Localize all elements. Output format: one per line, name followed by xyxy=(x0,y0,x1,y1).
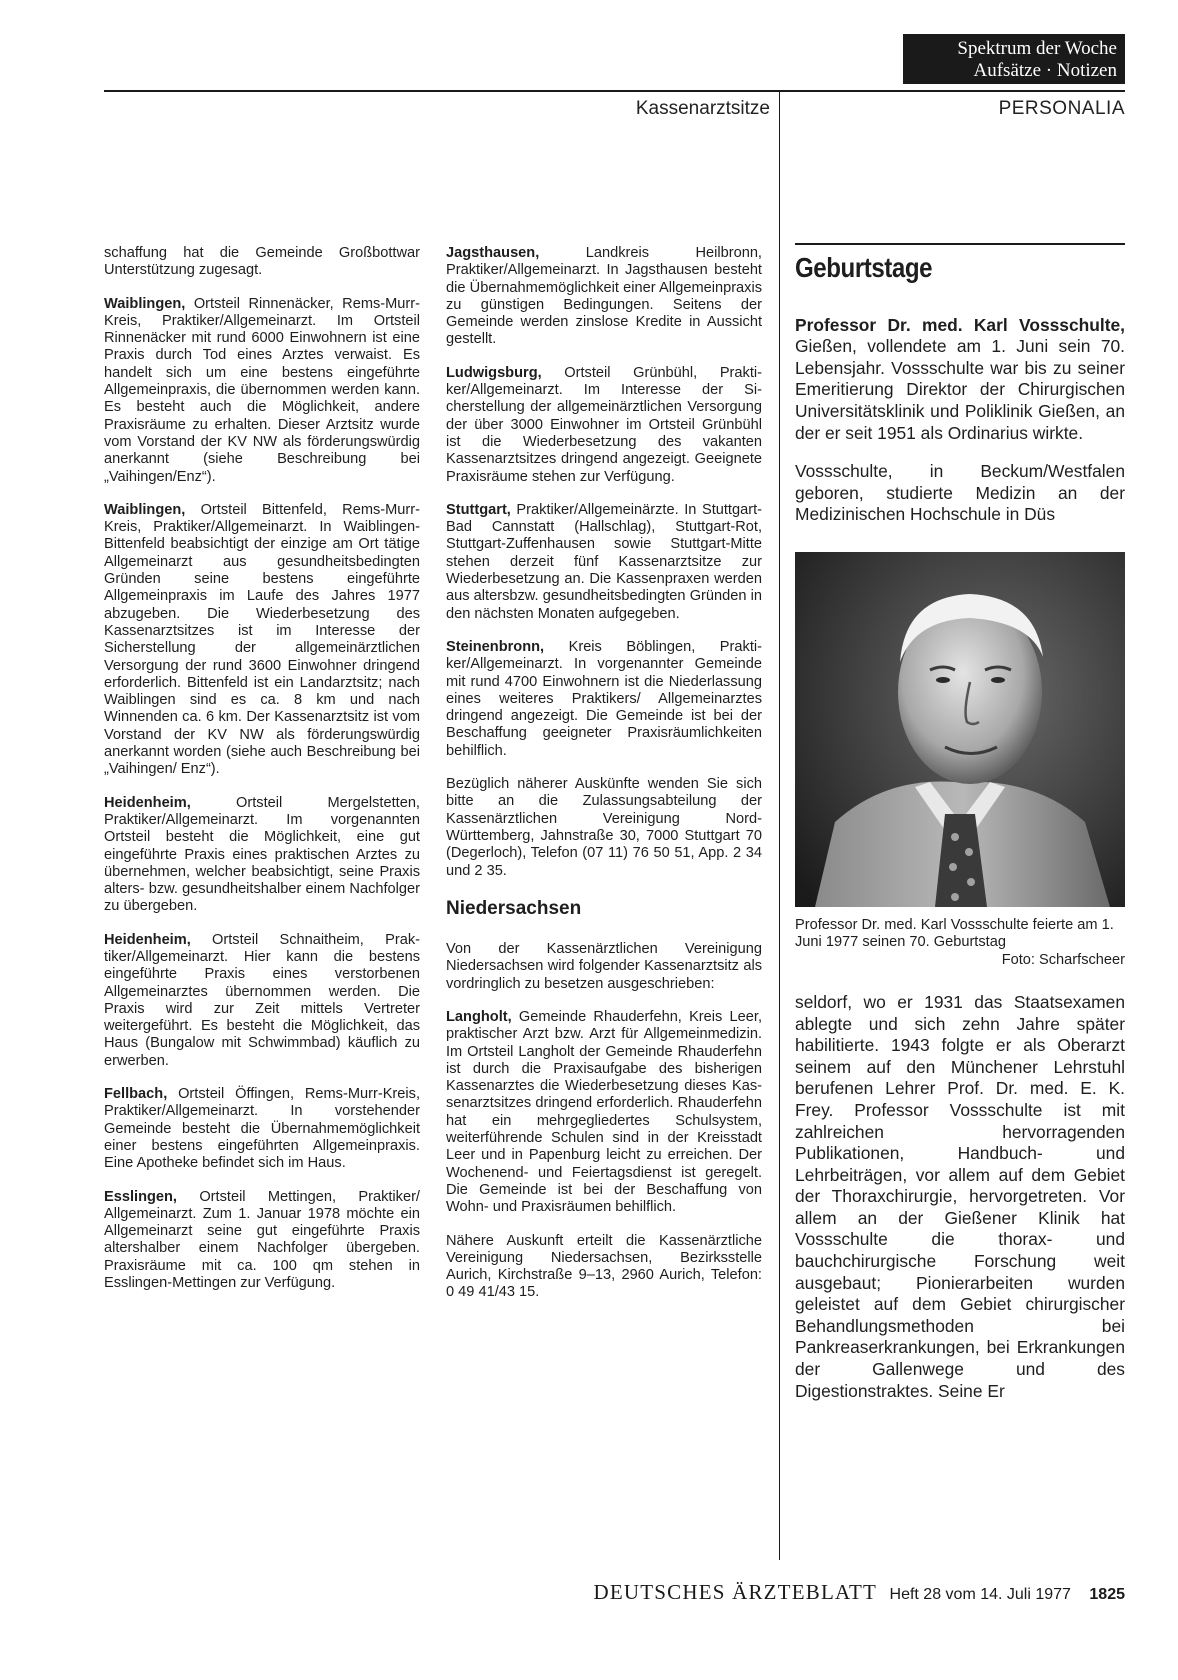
column-divider xyxy=(779,90,780,1560)
paragraph: Langholt, Gemeinde Rhauderfehn, Kreis Leer, praktischer Arzt bzw. Arzt für Allgemeinmedizin. Im Ortsteil Langholt der Gemeinde Rhauderfehn ist durch die Praxisaufgabe des bisherigen Kassenarztes die Wiederbesetzung dieses Kassenarztsitzes dringend erforderlich. Rhauderfehn hat ein mehrgegliedertes Schulsystem, weiterführende Schulen sind in der Kreisstadt Leer und in Papenburg leicht zu erreichen. Der Wochenend- und Feiertagsdienst ist geregelt. Die Gemeinde ist bei der Beschaffung von Wohn- und Praxisräumen behilflich. xyxy=(446,1008,762,1216)
section-title-right: PERSONALIA xyxy=(998,98,1125,119)
paragraph: Stuttgart, Praktiker/Allgemeinärzte. In Stuttgart-Bad Cannstatt (Hallschlag), Stuttgart-Rot, Stuttgart-Zuffenhausen sowie Stuttgart-Mitte stehen derzeit fünf Kassenarztsitze zur Wiederbesetzung an. Die Kassenpraxen werden aus altersbzw. gesundheitsbedingten Gründen in den nächsten Monaten aufgegeben. xyxy=(446,501,762,622)
paragraph: Vossschulte, in Beckum/Westfalen geboren, studierte Medizin an der Medizinischen Hochschule in Düs xyxy=(795,461,1125,525)
column-1 xyxy=(104,245,420,1308)
photo-caption: Professor Dr. med. Karl Vossschulte feierte am 1. Juni 1977 seinen 70. Geburtstag Foto: Scharfscheer xyxy=(795,916,1125,968)
paragraph: Fellbach, Ortsteil Öffingen, Rems-Murr-Kreis, Praktiker/Allgemeinarzt. In vorstehender Gemeinde besteht die Übernahmemöglichkeit einer bestens eingeführten Allgemeinpraxis. Eine Apotheke befindet sich im Haus. xyxy=(104,1086,420,1172)
paragraph: Von der Kassenärztlichen Vereinigung Niedersachsen wird folgender Kassenarztsitz als vordringlich zu besetzen ausgeschrieben: xyxy=(446,941,762,992)
paragraph: Heidenheim, Ortsteil Mergelstetten, Praktiker/Allgemeinarzt. Im vorgenannten Ortsteil besteht die Möglichkeit, eine gut eingeführte Praxis eines praktischen Arztes zu übernehmen, welcher beabsichtigt, seine Praxis alters- bzw. gesundheitshalber einem Nachfolger zu übergeben. xyxy=(104,794,420,915)
section-badge xyxy=(903,34,1125,84)
paragraph: Waiblingen, Ortsteil Rinnenäcker, Rems-Murr-Kreis, Praktiker/Allgemeinarzt. Im Ortsteil Rinnenäcker mit rund 6000 Einwohnern ist eine Praxis durch Tod eines Arztes verwaist. Es handelt sich um eine bestens eingeführte Allgemeinpraxis, die übernommen werden kann. Es besteht auch die Möglichkeit, andere Praxisräume zu erhalten. Dieser Arztsitz wurde vom Vorstand der KV NW als förderungswürdig anerkannt (siehe Beschreibung bei „Vaihingen/Enz“). xyxy=(104,295,420,485)
journal-name: DEUTSCHES ÄRZTEBLATT xyxy=(593,1580,878,1604)
paragraph: seldorf, wo er 1931 das Staatsexamen ablegte und sich zehn Jahre später habilitierte. 1943 folgte er als Oberarzt seinem auf den Münchener Lehrstuhl berufenen Lehrer Prof. Dr. med. E. K. Frey. Professor Vossschulte ist mit zahlreichen hervorragenden Publikationen, Handbuch- und Lehrbeiträgen, vor allem auf dem Gebiet der Thoraxchirurgie, hervorgetreten. Vor allem an der Gießener Klinik hat Vossschulte die thorax- und bauchchirurgische Forschung weit ausgebaut; Pionierarbeiten wurden geleistet auf dem Gebiet chirurgischer Behandlungsmethoden bei Pankreaserkrankungen, bei Erkrankungen der Gallenwege und des Digestionstraktes. Seine Er xyxy=(795,991,1125,1401)
geburtstage-heading: Geburtstage xyxy=(795,252,933,283)
column-3 xyxy=(795,245,1125,1419)
paragraph: Ludwigsburg, Ortsteil Grünbühl, Praktiker/Allgemeinarzt. Im Interesse der Sicherstellung der allgemeinärztlichen Versorgung der über 3000 Einwohner im Ortsteil Grünbühl ist die Wiederbesetzung des vakanten Kassenarztsitzes dringend angezeigt. Geeignete Praxisräume stehen zur Verfügung. xyxy=(446,364,762,485)
paragraph: Esslingen, Ortsteil Mettingen, Praktiker/ Allgemeinarzt. Zum 1. Januar 1978 möchte ein Allgemeinarzt seine gut eingeführte Praxis altershalber einem Nachfolger übergeben. Praxisräume mit ca. 100 qm stehen in Esslingen-Mettingen zur Verfügung. xyxy=(104,1188,420,1292)
portrait-photo xyxy=(795,552,1125,907)
paragraph: schaffung hat die Gemeinde Großbottwar Unterstützung zugesagt. xyxy=(104,245,420,279)
badge-line-2: Aufsätze · Notizen xyxy=(973,60,1117,81)
paragraph: Steinenbronn, Kreis Böblingen, Praktiker/Allgemeinarzt. In vorgenannter Gemeinde mit rund 4700 Einwohnern ist die Niederlassung eines weiteres Praktikers/ Allgemeinarztes dringend angezeigt. Die Gemeinde ist bei der Beschaffung geeigneter Praxisräumlichkeiten behilflich. xyxy=(446,638,762,759)
paragraph: Jagsthausen, Landkreis Heilbronn, Praktiker/Allgemeinarzt. In Jagsthausen besteht die Übernahmemöglichkeit einer Allgemeinpraxis zu günstigen Bedingungen. Seitens der Gemeinde werden zinslose Kredite in Aussicht gestellt. xyxy=(446,245,762,348)
paragraph: Nähere Auskunft erteilt die Kassenärztliche Vereinigung Niedersachsen, Bezirksstelle Aurich, Kirchstraße 9–13, 2960 Aurich, Telefon: 0 49 41/43 15. xyxy=(446,1232,762,1301)
paragraph: Heidenheim, Ortsteil Schnaitheim, Praktiker/Allgemeinarzt. Hier kann die bestens eingeführte Praxis eines verstorbenen Allgemeinarztes übernommen werden. Die Praxis wird zur Zeit mittels Vertreter weitergeführt. Es besteht die Möglichkeit, das Haus (Bungalow mit Schwimmbad) käuflich zu erwerben. xyxy=(104,931,420,1069)
paragraph: Professor Dr. med. Karl Vossschulte, Gießen, vollendete am 1. Juni sein 70. Lebensjahr. Vossschulte war bis zu seiner Emeritierung Direktor der Chirurgischen Universitätsklinik und Poliklinik Gießen, an der er seit 1951 als Ordinarius wirkte. xyxy=(795,314,1125,443)
subheading-niedersachsen: Niedersachsen xyxy=(446,897,582,919)
column-2 xyxy=(446,245,762,1318)
paragraph: Waiblingen, Ortsteil Bittenfeld, Rems-Murr-Kreis, Praktiker/Allgemeinarzt. In Waiblingen-Bittenfeld beabsichtigt der einzige am Ort tätige Allgemeinarzt aus gesundheitsbedingten Gründen seine bestens eingeführte Allgemeinpraxis im Laufe des Jahres 1977 abzugeben. Die Wiederbesetzung des Kassenarztsitzes ist im Interesse der Sicherstellung der allgemeinärztlichen Versorgung der rund 3600 Einwohner dringend erforderlich. Bittenfeld ist ein Landarztsitz; nach Waiblingen sind es ca. 8 km und nach Winnenden ca. 6 km. Der Kassenarztsitz ist vom Vorstand der KV NW als förderungswürdig anerkannt worden (siehe auch Beschreibung bei „Vaihingen/ Enz“). xyxy=(104,501,420,778)
photo-credit: Foto: Scharfscheer xyxy=(1001,951,1125,968)
page-number: 1825 xyxy=(1089,1586,1125,1603)
geburtstage-rule xyxy=(795,243,1125,245)
paragraph: Bezüglich näherer Auskünfte wenden Sie sich bitte an die Zulassungsabteilung der Kassenärztlichen Vereinigung Nord-Württemberg, Jahnstraße 30, 7000 Stuttgart 70 (Degerloch), Telefon (07 11) 76 50 51, App. 2 34 und 2 35. xyxy=(446,776,762,879)
badge-line-1: Spektrum der Woche xyxy=(957,38,1117,59)
issue-info: Heft 28 vom 14. Juli 1977 xyxy=(889,1586,1071,1603)
header-rule xyxy=(104,90,1125,92)
portrait-image xyxy=(795,552,1125,907)
section-title-left: Kassenarztsitze xyxy=(635,98,770,119)
page-footer xyxy=(490,1580,1125,1605)
